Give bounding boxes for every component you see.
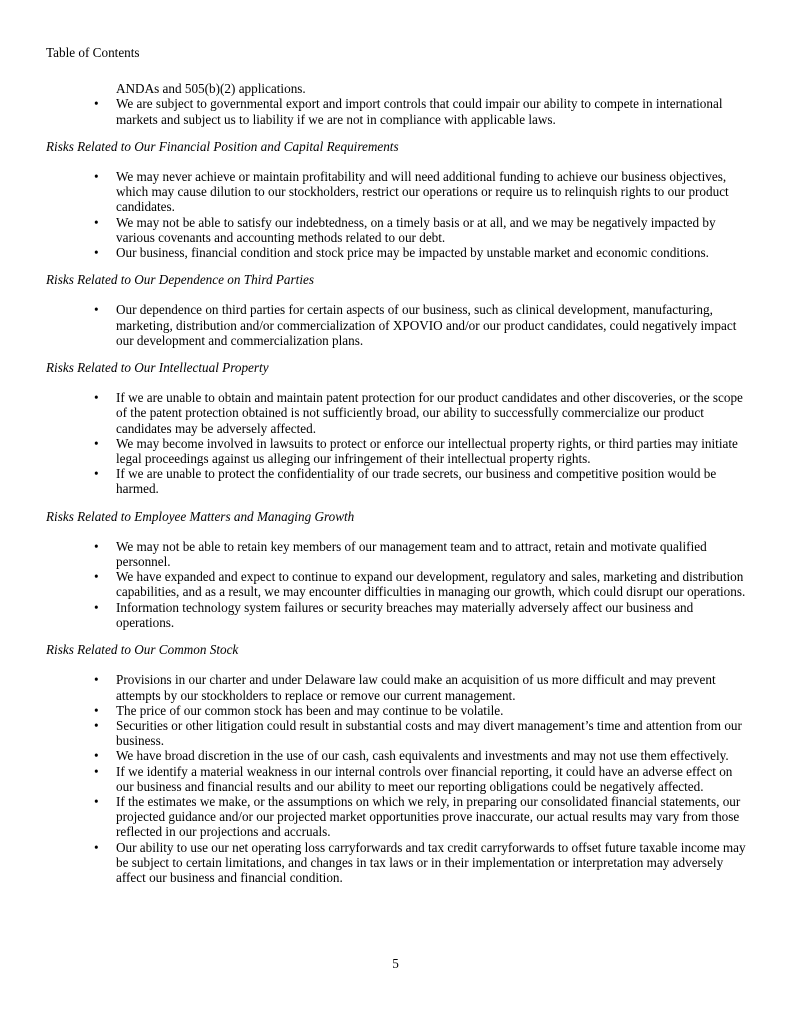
bullet-text: If we identify a material weakness in our internal controls over financial reporting, it could have an adverse effect on our business and financial results and our ability to meet our reporting obligations could be negatively affected. <box>116 763 733 794</box>
bullet-text: If we are unable to obtain and maintain patent protection for our product candidates and other discoveries, or the scope of the patent protection obtained is not sufficiently broad, our ability to successfully commercialize our product candidates may be adversely affected. <box>116 390 743 436</box>
bullet-item <box>46 390 746 436</box>
document-body <box>46 81 746 885</box>
bullet-text: We may never achieve or maintain profitability and will need additional funding to achieve our business objectives, which may cause dilution to our stockholders, restrict our operations or require us to relinquish rights to our product candidates. <box>116 169 729 215</box>
continuation-text: ANDAs and 505(b)(2) applications. <box>116 81 306 97</box>
bullet-text: We have broad discretion in the use of our cash, cash equivalents and investments and may not use them effectively. <box>116 748 729 764</box>
bullet-marker-icon: • <box>94 672 99 688</box>
bullet-text: If we are unable to protect the confidentiality of our trade secrets, our business and competitive position would be harmed. <box>116 466 717 497</box>
bullet-marker-icon: • <box>94 245 99 261</box>
bullet-text: Securities or other litigation could result in substantial costs and may divert management’s time and attention from our business. <box>116 717 742 749</box>
bullet-marker-icon: • <box>94 702 99 718</box>
bullet-item <box>46 215 746 245</box>
bullet-text: We have expanded and expect to continue to expand our development, regulatory and sales, marketing and distribution capabilities, and as a result, we may encounter difficulties in managing our growth, which could disrupt our operations. <box>116 569 746 600</box>
bullet-text: Information technology system failures or security breaches may materially adversely affect our business and operations. <box>116 599 694 630</box>
bullet-marker-icon: • <box>94 599 99 615</box>
bullet-text: We may not be able to retain key members of our management team and to attract, retain and motivate qualified personnel. <box>116 538 707 570</box>
table-of-contents-link: Table of Contents <box>46 45 140 60</box>
bullet-text: The price of our common stock has been and may continue to be volatile. <box>116 702 504 718</box>
section-heading: Risks Related to Our Financial Position and Capital Requirements <box>46 138 399 154</box>
bullet-item <box>46 96 746 126</box>
bullet-item <box>46 569 746 599</box>
bullet-item <box>46 245 746 260</box>
bullet-item <box>46 718 746 748</box>
bullet-text: Our dependence on third parties for certain aspects of our business, such as clinical development, manufacturing, marketing, distribution and/or commercialization of XPOVIO and/or our product candidates, could negatively impact our development and commercialization plans. <box>116 302 737 348</box>
bullet-item <box>46 436 746 466</box>
bullet-text: If the estimates we make, or the assumptions on which we rely, in preparing our consolidated financial statements, our projected guidance and/or our projected market opportunities prove inaccurate, our actual results may vary from those reflected in our projections and accruals. <box>116 793 741 840</box>
bullet-item <box>46 840 746 886</box>
bullet-marker-icon: • <box>94 538 99 554</box>
bullet-text: Provisions in our charter and under Delaware law could make an acquisition of us more difficult and may prevent attempts by our stockholders to replace or remove our current management. <box>116 672 716 703</box>
bullet-item <box>46 794 746 840</box>
bullet-text: Our ability to use our net operating loss carryforwards and tax credit carryforwards to offset future taxable income may be subject to certain limitations, and changes in tax laws or in their implementation or interpretation may adversely affect our business and financial condition. <box>116 839 746 885</box>
page-number: 5 <box>392 956 399 971</box>
bullet-marker-icon: • <box>94 569 99 585</box>
bullet-marker-icon: • <box>94 466 99 482</box>
bullet-marker-icon: • <box>94 96 99 112</box>
bullet-marker-icon: • <box>94 763 99 779</box>
bullet-item <box>46 600 746 630</box>
bullet-text: Our business, financial condition and stock price may be impacted by unstable market and economic conditions. <box>116 245 709 261</box>
bullet-marker-icon: • <box>94 390 99 406</box>
bullet-marker-icon: • <box>94 169 99 185</box>
bullet-item <box>46 169 746 215</box>
bullet-marker-icon: • <box>94 793 99 809</box>
bullet-text: We may become involved in lawsuits to protect or enforce our intellectual property rights, or third parties may initiate legal proceedings against us alleging our infringement of their intellectual property rights. <box>116 435 738 467</box>
bullet-item <box>46 672 746 702</box>
section-heading: Risks Related to Employee Matters and Managing Growth <box>46 508 355 524</box>
bullet-marker-icon: • <box>94 839 99 855</box>
bullet-item <box>46 302 746 348</box>
bullet-marker-icon: • <box>94 435 99 451</box>
bullet-item <box>46 539 746 569</box>
bullet-item <box>46 703 746 718</box>
section-heading: Risks Related to Our Dependence on Third Parties <box>46 272 314 288</box>
bullet-marker-icon: • <box>94 748 99 764</box>
bullet-text: We are subject to governmental export and import controls that could impair our ability to compete in international markets and subject us to liability if we are not in compliance with applicable laws. <box>116 96 723 127</box>
bullet-text: We may not be able to satisfy our indebtedness, on a timely basis or at all, and we may be negatively impacted by various covenants and accounting methods related to our debt. <box>116 214 716 245</box>
bullet-marker-icon: • <box>94 214 99 230</box>
bullet-marker-icon: • <box>94 717 99 733</box>
section-heading: Risks Related to Our Intellectual Property <box>46 360 269 376</box>
section-heading: Risks Related to Our Common Stock <box>46 642 239 658</box>
bullet-item <box>46 466 746 496</box>
bullet-marker-icon: • <box>94 302 99 318</box>
bullet-item <box>46 764 746 794</box>
bullet-item <box>46 748 746 763</box>
